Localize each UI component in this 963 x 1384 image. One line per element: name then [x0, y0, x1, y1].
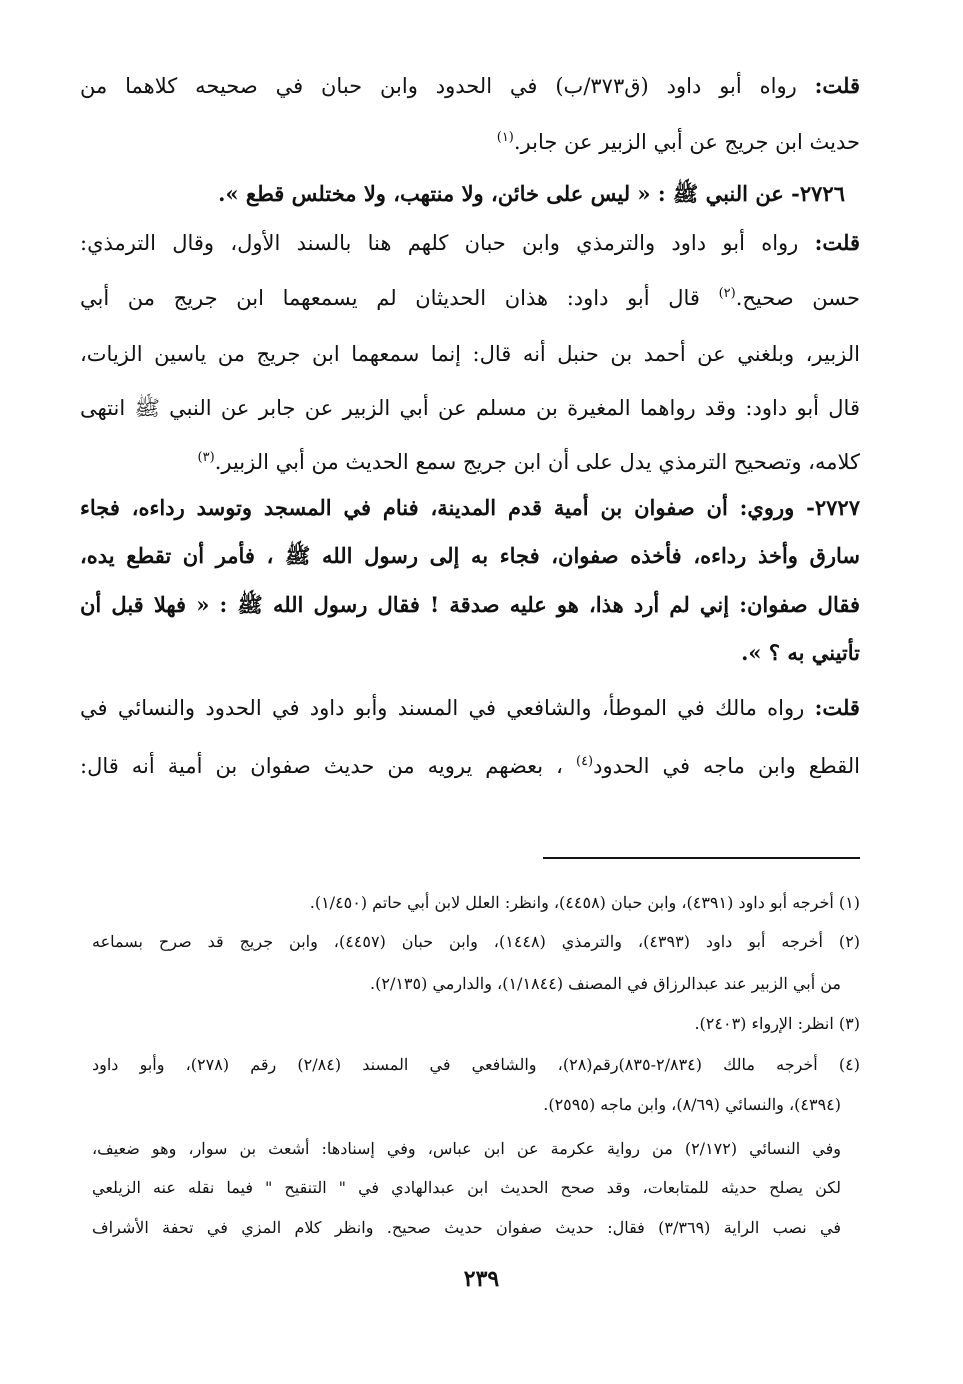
hadith-text: تأتيني به ؟ ». — [741, 640, 860, 665]
footnote-text: لكن يصلح حديثه للمتابعات، وقد صحح الحديث ابن عبدالهادي في " التنقيح " فيما نقله عنه الزيلعي — [92, 1178, 841, 1197]
hadith-2727-line — [80, 635, 860, 671]
line-text: رواه أبو داود (ق٣٧٣/ب) في الحدود وابن حبان في صحيحه كلاهما من — [80, 74, 797, 98]
hadith-text: ٢٧٢٦- عن النبي ﷺ : « ليس على خائن، ولا منتهب، ولا مختلس قطع ». — [218, 181, 845, 206]
footnote-4 — [92, 1051, 860, 1079]
footnote-4-extra — [92, 1174, 841, 1202]
line-text: قال أبو داود: وقد رواهما المغيرة بن مسلم عن أبي الزبير عن جابر عن النبي ﷺ انتهى — [80, 396, 860, 420]
hadith-text: سارق وأخذ رداءه، فأخذه صفوان، فجاء به إلى رسول الله ﷺ ، فأمر أن تقطع يده، — [80, 543, 860, 568]
hadith-2727-line — [80, 587, 860, 623]
footnote-text: (٤٣٩٤)، والنسائي (٨/٦٩)، وابن ماجه (٢٥٩٥). — [543, 1095, 841, 1114]
text-line — [80, 390, 860, 426]
footnote-text: من أبي الزبير عند عبدالرزاق في المصنف (١/١٨٤٤)، والدارمي (٢/١٣٥). — [370, 974, 841, 993]
text-line — [80, 336, 860, 372]
hadith-text: فقال صفوان: إني لم أرد هذا، هو عليه صدقة ! فقال رسول الله ﷺ : « فهلا قبل أن — [80, 592, 860, 617]
line-text: حسن صحيح. — [735, 286, 860, 310]
hadith-2727-line — [80, 490, 860, 526]
line-text: حديث ابن جريج عن أبي الزبير عن جابر. — [513, 130, 860, 154]
footnote-text: وفي النسائي (٢/١٧٢) من رواية عكرمة عن ابن عباس، وفي إسنادها: أشعث بن سوار، وهو ضعيف، — [92, 1139, 841, 1158]
footnote-2-continued — [92, 970, 841, 998]
footnote-separator — [543, 857, 860, 859]
line-text: ، بعضهم يرويه من حديث صفوان بن أمية أنه قال: — [80, 754, 563, 778]
footnote-ref: (٤) — [575, 754, 594, 769]
text-line — [80, 225, 860, 261]
hadith-2727-line — [80, 538, 860, 574]
qult-keyword: قلت: — [814, 695, 860, 720]
footnote-ref: (١) — [496, 130, 514, 145]
footnote-text: (٤) أخرجه مالك (٢/٨٣٤-٨٣٥)رقم(٢٨)، والشافعي في المسند (٢/٨٤) رقم (٢٧٨)، وأبو داود — [92, 1055, 860, 1074]
footnote-ref: (٢) — [718, 286, 736, 301]
text-line — [80, 444, 860, 480]
footnote-2 — [92, 928, 860, 956]
qult-keyword: قلت: — [814, 230, 860, 255]
hadith-2726 — [80, 176, 845, 212]
text-line — [80, 68, 860, 104]
footnote-text: (١) أخرجه أبو داود (٤٣٩١)، وابن حبان (٤٤٥٨)، وانظر: العلل لابن أبي حاتم (١/٤٥٠). — [309, 893, 860, 912]
footnote-4-continued — [92, 1091, 841, 1119]
line-text: الزبير، وبلغني عن أحمد بن حنبل أنه قال: إنما سمعهما ابن جريج من ياسين الزيات، — [80, 342, 860, 366]
footnote-text: (٢) أخرجه أبو داود (٤٣٩٣)، والترمذي (١٤٤٨)، وابن حبان (٤٤٥٧)، وابن جريج قد صرح بسماعه — [92, 932, 860, 951]
qult-keyword: قلت: — [814, 73, 860, 98]
line-text: كلامه، وتصحيح الترمذي يدل على أن ابن جريج سمع الحديث من أبي الزبير. — [214, 450, 860, 474]
footnote-4-extra — [92, 1214, 841, 1242]
footnote-ref: (٣) — [197, 450, 215, 465]
line-text: قال أبو داود: هذان الحديثان لم يسمعهما ابن جريج من أبي — [80, 286, 700, 310]
footnote-text: في نصب الراية (٣/٣٦٩) فقال: حديث صفوان حديث صحيح. وانظر كلام المزي في تحفة الأشراف — [92, 1218, 841, 1237]
text-line — [80, 280, 860, 316]
line-text: القطع وابن ماجه في الحدود — [593, 754, 860, 778]
text-line — [80, 690, 860, 726]
footnote-4-extra — [92, 1135, 841, 1163]
footnote-text: (٣) انظر: الإرواء (٢٤٠٣). — [694, 1014, 860, 1033]
line-text: رواه أبو داود والترمذي وابن حبان كلهم هنا بالسند الأول، وقال الترمذي: — [80, 231, 799, 255]
footnote-3 — [92, 1010, 860, 1038]
hadith-text: ٢٧٢٧- وروي: أن صفوان بن أمية قدم المدينة، فنام في المسجد وتوسد رداءه، فجاء — [80, 495, 860, 520]
line-text: رواه مالك في الموطأ، والشافعي في المسند وأبو داود في الحدود والنسائي في — [80, 696, 805, 720]
text-line — [80, 748, 860, 784]
footnote-1 — [92, 889, 860, 917]
text-line — [80, 124, 860, 160]
page-number: ٢٣٩ — [463, 1266, 500, 1292]
